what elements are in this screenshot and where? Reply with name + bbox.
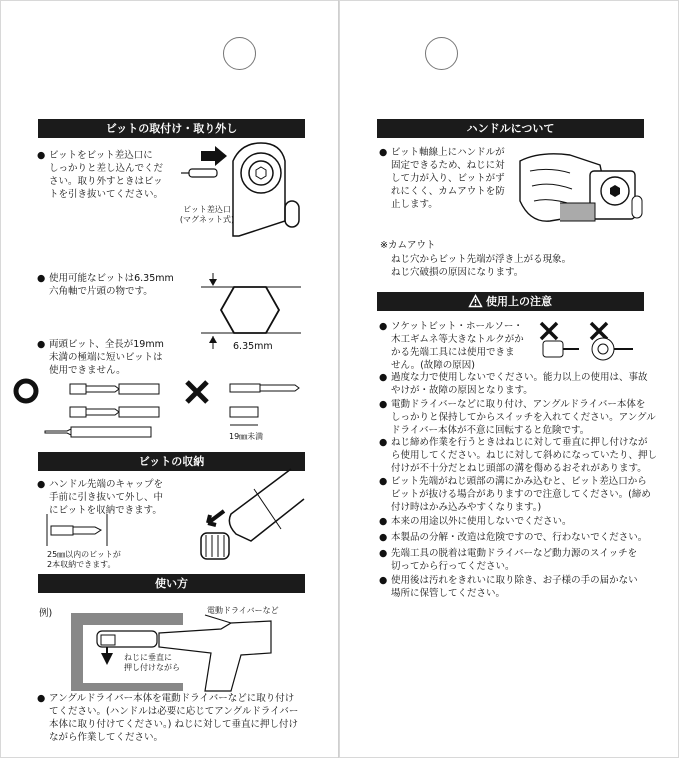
drill-label: 電動ドライバーなど <box>207 606 279 615</box>
caution-item: ねじ締め作業を行うときはねじに対して垂直に押し付けなが ら使用してください。ねじに対して斜めになっていたり、押し 付けが不十分だとねじ頭部の溝を傷めるおそれがあります。 <box>391 437 658 474</box>
dimension-label: 6.35mm <box>233 341 273 352</box>
double-bit-text: 両頭ビット、全長が19mm 未満の極端に短いビットは 使用できません。 <box>49 339 164 376</box>
storage-text: ハンドル先端のキャップを 手前に引き抜いて外し、中 にビットを収納できます。 <box>49 479 164 516</box>
caution-item: ソケットビット・ホールソー・ 木工ギムネ等大きなトルクがか かる先端工具には使用できま せん。(故障の原因) <box>391 321 524 371</box>
storage-note: 25㎜以内のビットが 2本収納できます。 <box>47 550 121 569</box>
caution-item: 本来の用途以外に使用しないでください。 <box>391 516 572 527</box>
bit-size-text: 使用可能なビットは6.35mm 六角軸で片頭の物です。 <box>49 273 174 297</box>
bullet: ● <box>379 575 388 586</box>
hang-hole <box>223 37 256 70</box>
caution-item: 電動ドライバーなどに取り付け、アングルドライバー本体を しっかりと保持してからスイッチを入れてください。アングル ドライバー本体が不意に回転すると危険です。 <box>391 399 656 436</box>
bit-socket-illustration <box>181 141 311 251</box>
bullet: ● <box>37 273 46 284</box>
bullet: ● <box>379 147 388 158</box>
bullet: ● <box>37 693 46 704</box>
camout-title: ※カムアウト <box>380 240 436 251</box>
section-header-usage: 使い方 <box>38 574 305 593</box>
bullet: ● <box>379 532 388 543</box>
bullet: ● <box>379 516 388 527</box>
section-header-handle: ハンドルについて <box>377 119 644 138</box>
example-label: 例) <box>39 608 53 619</box>
bullet: ● <box>379 321 388 332</box>
caution-item: 過度な力で使用しないでください。能力以上の使用は、事故 やけが・故障の原因となります。 <box>391 372 648 396</box>
caution-item: 使用後は汚れをきれいに取り除き、お子様の手の届かない 場所に保管してください。 <box>391 575 638 599</box>
section-header-bit-attach: ビットの取付け・取り外し <box>38 119 305 138</box>
right-card-panel <box>339 0 679 758</box>
bullet: ● <box>379 372 388 383</box>
section-header-storage: ビットの収納 <box>38 452 305 471</box>
left-card-panel <box>0 0 338 758</box>
prohibited-tools-illustration <box>537 321 647 363</box>
handle-grip-illustration <box>520 141 650 236</box>
ok-bits-illustration <box>15 377 315 439</box>
usage-text: アングルドライバー本体を電動ドライバーなどに取り付け てください。(ハンドルは必要に応じてアングルドライバー 本体に取り付けてください。) ねじに対して垂直に押し付け ながら作業してください。 <box>49 693 299 743</box>
bullet: ● <box>37 150 46 161</box>
section-header-caution <box>377 292 644 311</box>
hang-hole <box>425 37 458 70</box>
caution-header-label: 使用上の注意 <box>486 295 552 308</box>
socket-label: ビット差込口 (マグネット式) <box>179 205 235 224</box>
camout-text: ねじ穴からビット先端が浮き上がる現象。 ねじ穴破損の原因になります。 <box>391 254 572 278</box>
caution-item: 本製品の分解・改造は危険ですので、行わないでください。 <box>391 532 648 543</box>
bit-attach-text: ビットをビット差込口に しっかりと差し込んでくだ さい。取り外すときはビッ トを引き抜いてください。 <box>49 150 164 200</box>
handle-text: ビット軸線上にハンドルが 固定できるため、ねじに対 して力が入り、ビットがず れにくく、カムアウトを防 止します。 <box>391 147 505 210</box>
warning-icon <box>469 295 482 307</box>
bullet: ● <box>379 399 388 410</box>
bullet: ● <box>379 476 388 487</box>
bullet: ● <box>379 437 388 448</box>
caution-item: 先端工具の脱着は電動ドライバーなど動力源のスイッチを 切ってから行ってください。 <box>391 548 638 572</box>
short-bit-label: 19㎜未満 <box>229 432 264 441</box>
usage-illustration <box>71 613 311 693</box>
caution-item: ビット先端がねじ頭部の溝にかみ込むと、ビット差込口から ビットが抜ける場合がありますので注意してください。(締め 付け時はかみ込みやすくなります。) <box>391 476 651 513</box>
bullet: ● <box>37 339 46 350</box>
bullet: ● <box>37 479 46 490</box>
press-label: ねじに垂直に 押し付けながら <box>124 653 180 672</box>
handle-cap-illustration <box>196 469 306 569</box>
bullet: ● <box>379 548 388 559</box>
stored-bit-illustration <box>45 514 115 546</box>
